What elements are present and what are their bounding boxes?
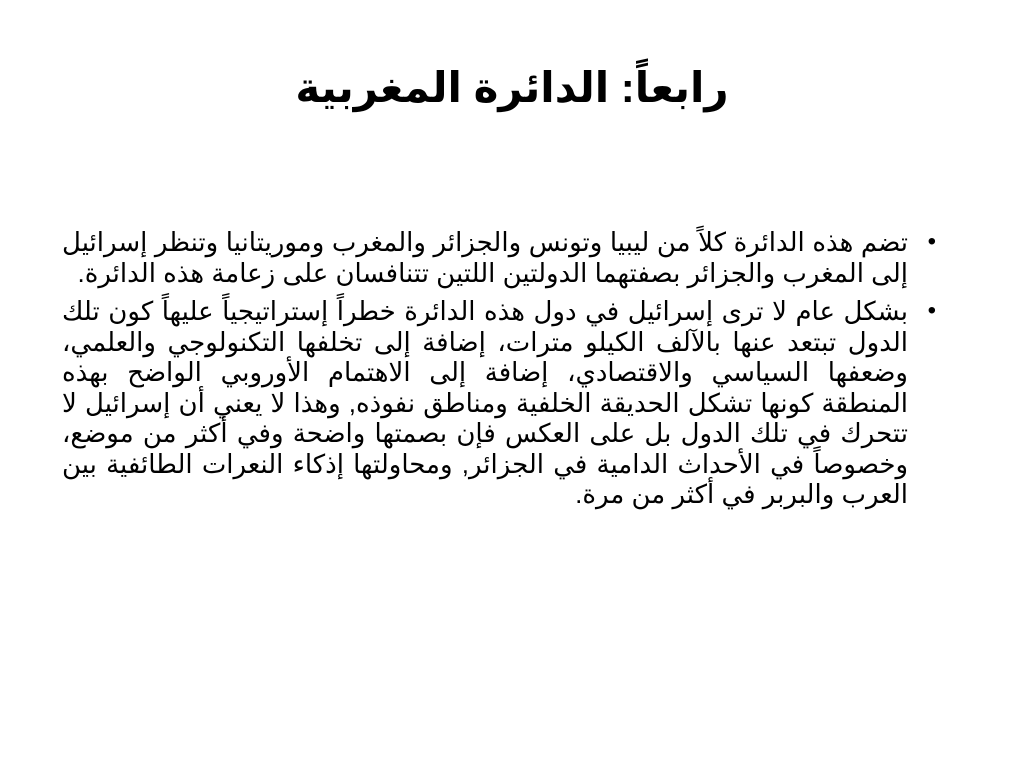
bullet-text: تضم هذه الدائرة كلاً من ليبيا وتونس والجزائر والمغرب وموريتانيا وتنظر إسرائيل إلى المغرب والجزائر بصفتهما الدولتين اللتين تتنافسان على زعامة هذه الدائرة. [62,227,908,288]
bullet-item [62,296,936,510]
slide-title: رابعاً: الدائرة المغربية [295,64,729,111]
bullet-icon: • [927,228,936,255]
bullet-item [62,227,936,288]
bullet-list [62,227,936,518]
bullet-icon: • [927,297,936,324]
bullet-text: بشكل عام لا ترى إسرائيل في دول هذه الدائرة خطراً إستراتيجياً عليهاً كون تلك الدول تبتعد عنها بالآلف الكيلو مترات، إضافة إلى تخلفها التكنولوجي والعلمي، وضعفها السياسي والاقتصادي، إضافة إلى الاهتمام الأوروبي الواضح بهذه المنطقة كونها تشكل الحديقة الخلفية ومناطق نفوذه, وهذا لا يعني أن إسرائيل لا تتحرك في تلك الدول بل على العكس فإن بصمتها واضحة وفي أكثر من موضع، وخصوصاً في الأحداث الدامية في الجزائر, ومحاولتها إذكاء النعرات الطائفية بين العرب والبربر في أكثر من مرة. [62,296,908,509]
